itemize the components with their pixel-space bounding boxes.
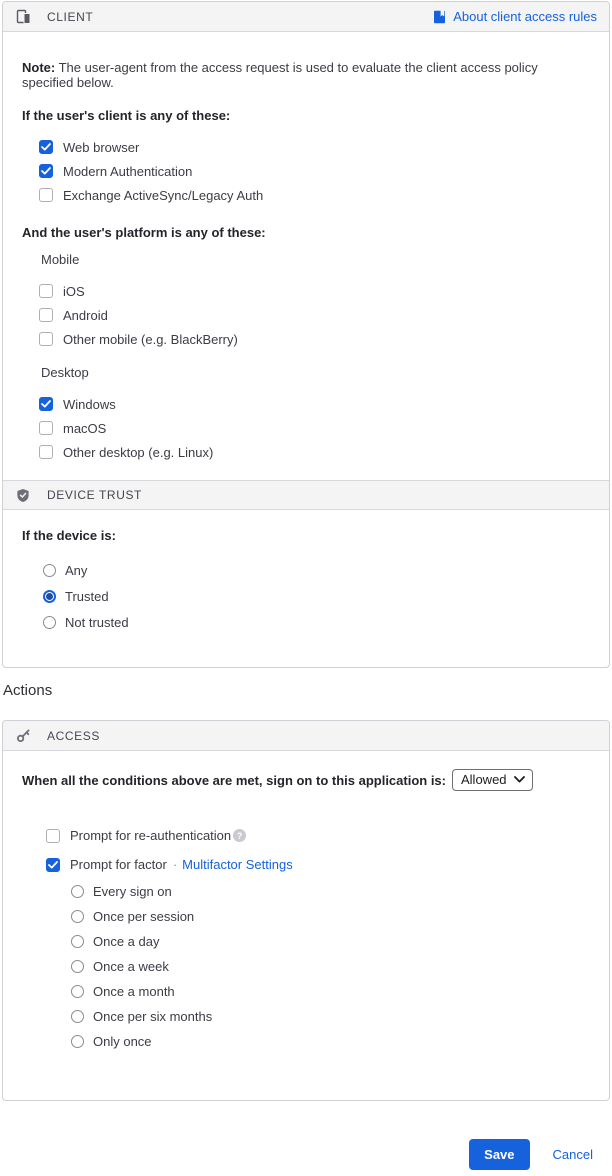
radio-button[interactable] xyxy=(71,1010,84,1023)
radio-button[interactable] xyxy=(71,885,84,898)
radio-label: Once a week xyxy=(93,959,169,974)
checkbox-row[interactable] xyxy=(39,303,591,327)
radio-row[interactable] xyxy=(71,954,591,979)
checkbox[interactable] xyxy=(39,397,53,411)
chevron-down-icon xyxy=(514,776,525,783)
access-section-header xyxy=(3,721,609,751)
radio-label: Every sign on xyxy=(93,884,172,899)
key-icon xyxy=(15,728,31,744)
reauth-checkbox-row[interactable] xyxy=(46,821,591,850)
checkbox-row[interactable] xyxy=(39,279,591,303)
client-section-header xyxy=(3,2,609,32)
checkbox[interactable] xyxy=(39,308,53,322)
factor-checkbox[interactable] xyxy=(46,858,60,872)
client-section-title: CLIENT xyxy=(47,9,94,24)
radio-row[interactable] xyxy=(71,1029,591,1054)
factor-label: Prompt for factor xyxy=(70,857,167,872)
checkbox[interactable] xyxy=(39,140,53,154)
radio-button[interactable] xyxy=(71,910,84,923)
checkbox[interactable] xyxy=(39,445,53,459)
radio-button[interactable] xyxy=(71,935,84,948)
about-link-label: About client access rules xyxy=(453,9,597,24)
radio-row[interactable] xyxy=(71,929,591,954)
checkbox-label: Exchange ActiveSync/Legacy Auth xyxy=(63,187,264,203)
checkbox[interactable] xyxy=(39,421,53,435)
radio-label: Once per six months xyxy=(93,1009,213,1024)
radio-label: Trusted xyxy=(65,588,109,604)
radio-button[interactable] xyxy=(71,1035,84,1048)
factor-checkbox-row[interactable] xyxy=(46,850,591,879)
checkbox-row[interactable] xyxy=(39,135,591,159)
checkbox[interactable] xyxy=(39,284,53,298)
radio-row[interactable] xyxy=(71,1004,591,1029)
checkbox[interactable] xyxy=(39,188,53,202)
device-trust-options xyxy=(22,557,591,635)
device-trust-heading: If the device is: xyxy=(22,528,116,543)
checkbox-row[interactable] xyxy=(39,440,591,464)
note-label: Note: xyxy=(22,60,56,75)
client-note xyxy=(22,60,591,90)
device-trust-body xyxy=(3,510,609,667)
separator-dot: · xyxy=(172,857,178,872)
platform-heading: And the user's platform is any of these: xyxy=(22,225,266,240)
actions-heading: Actions xyxy=(3,682,53,699)
cancel-button[interactable]: Cancel xyxy=(552,1147,593,1162)
about-client-access-rules-link[interactable] xyxy=(431,9,597,25)
client-card xyxy=(2,1,610,668)
radio-row[interactable] xyxy=(43,583,591,609)
radio-button[interactable] xyxy=(71,985,84,998)
access-section-title: ACCESS xyxy=(47,728,100,743)
checkbox-label: Windows xyxy=(63,396,116,412)
checkbox-label: Other desktop (e.g. Linux) xyxy=(63,444,214,460)
access-select-value: Allowed xyxy=(461,772,507,787)
checkbox-label: Other mobile (e.g. BlackBerry) xyxy=(63,331,238,347)
platform-group-label-desktop: Desktop xyxy=(41,365,89,380)
checkbox-label: macOS xyxy=(63,420,107,436)
note-text: The user-agent from the access request is used to evaluate the client access policy specified below. xyxy=(22,60,538,90)
radio-row[interactable] xyxy=(71,904,591,929)
radio-row[interactable] xyxy=(71,879,591,904)
checkbox-row[interactable] xyxy=(39,327,591,351)
device-trust-section-header xyxy=(3,480,609,510)
reauth-label: Prompt for re-authentication xyxy=(70,828,232,843)
radio-row[interactable] xyxy=(43,557,591,583)
radio-label: Once per session xyxy=(93,909,195,924)
radio-row[interactable] xyxy=(43,609,591,635)
checkbox-row[interactable] xyxy=(39,416,591,440)
radio-label: Only once xyxy=(93,1034,152,1049)
radio-label: Once a month xyxy=(93,984,175,999)
checkbox-row[interactable] xyxy=(39,392,591,416)
radio-label: Any xyxy=(65,562,88,578)
radio-button[interactable] xyxy=(43,590,56,603)
radio-button[interactable] xyxy=(43,616,56,629)
client-heading: If the user's client is any of these: xyxy=(22,108,231,123)
access-body xyxy=(3,751,609,1100)
radio-label: Not trusted xyxy=(65,614,129,630)
radio-button[interactable] xyxy=(43,564,56,577)
radio-row[interactable] xyxy=(71,979,591,1004)
checkbox-label: Android xyxy=(63,307,108,323)
desktop-options-list xyxy=(22,392,591,464)
form-footer xyxy=(2,1139,610,1170)
client-devices-icon xyxy=(15,9,31,25)
checkbox-row[interactable] xyxy=(39,159,591,183)
checkbox-row[interactable] xyxy=(39,183,591,207)
access-select[interactable] xyxy=(452,769,533,791)
checkbox[interactable] xyxy=(39,164,53,178)
shield-icon xyxy=(15,487,31,503)
client-section-body xyxy=(3,32,609,480)
checkbox-label: Modern Authentication xyxy=(63,163,193,179)
client-options-list xyxy=(22,135,591,207)
mobile-options-list xyxy=(22,279,591,351)
radio-label: Once a day xyxy=(93,934,160,949)
checkbox[interactable] xyxy=(39,332,53,346)
factor-frequency-options xyxy=(22,879,591,1054)
save-button[interactable]: Save xyxy=(469,1139,529,1170)
access-condition-line xyxy=(22,769,591,791)
multifactor-settings-link[interactable]: Multifactor Settings xyxy=(182,857,293,872)
access-card xyxy=(2,720,610,1101)
checkbox-label: iOS xyxy=(63,283,85,299)
device-trust-section-title: DEVICE TRUST xyxy=(47,488,142,502)
platform-group-label-mobile: Mobile xyxy=(41,252,80,267)
access-condition-text: When all the conditions above are met, sign on to this application is: xyxy=(22,772,446,788)
checkbox-label: Web browser xyxy=(63,139,140,155)
book-icon xyxy=(431,9,447,25)
help-icon: ? xyxy=(233,829,246,842)
reauth-checkbox[interactable] xyxy=(46,829,60,843)
radio-button[interactable] xyxy=(71,960,84,973)
